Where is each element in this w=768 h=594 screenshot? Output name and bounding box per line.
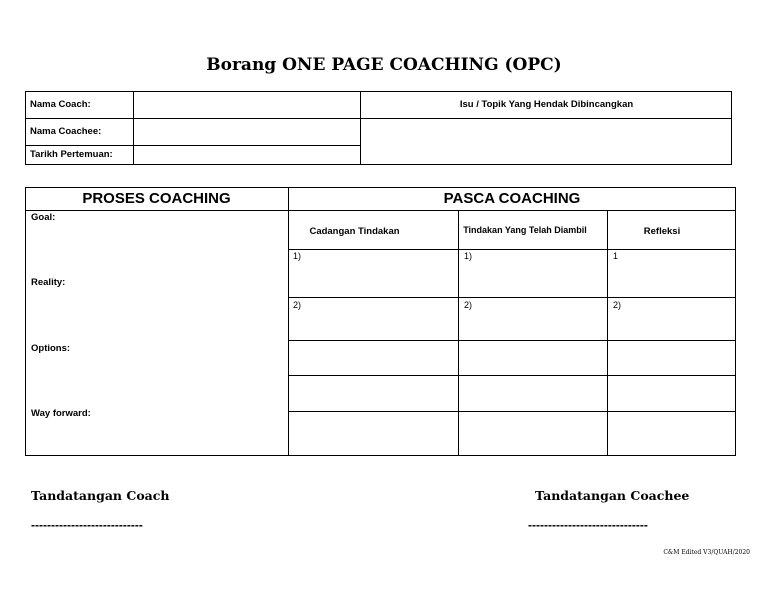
info-divider: [25, 118, 732, 119]
row1-cadangan: 1): [293, 251, 302, 261]
coach-name-label: Nama Coach:: [30, 99, 91, 110]
coachee-signature-label: Tandatangan Coachee: [535, 488, 690, 503]
step-options: Options:: [31, 343, 71, 354]
row2-refleksi: 2): [613, 300, 622, 310]
coach-name-field[interactable]: [135, 93, 358, 117]
step-way-forward: Way forward:: [31, 408, 91, 419]
footer-version: C&M Edited V3/QUAH/2020: [663, 549, 750, 556]
column-cadangan-tindakan: Cadangan Tindakan: [309, 226, 400, 237]
row2-tindakan: 2): [464, 300, 473, 310]
form-title: Borang ONE PAGE COACHING (OPC): [206, 55, 562, 75]
row1-tindakan: 1): [464, 251, 473, 261]
info-divider: [133, 91, 134, 165]
table-divider: [288, 411, 736, 412]
column-tindakan-diambil: Tindakan Yang Telah Diambil: [463, 225, 587, 235]
row1-refleksi: 1: [613, 251, 619, 261]
column-refleksi: Refleksi: [643, 226, 681, 237]
topic-label: Isu / Topik Yang Hendak Dibincangkan: [459, 99, 634, 110]
row2-cadangan: 2): [293, 300, 302, 310]
topic-field[interactable]: [362, 120, 730, 163]
table-divider: [288, 249, 736, 250]
table-divider: [25, 210, 736, 211]
proses-coaching-header: PROSES COACHING: [82, 190, 231, 207]
coachee-name-label: Nama Coachee:: [30, 126, 102, 137]
table-divider: [288, 375, 736, 376]
table-divider: [458, 210, 459, 456]
step-reality: Reality:: [31, 277, 66, 288]
coachee-name-field[interactable]: [135, 120, 358, 144]
step-goal: Goal:: [31, 212, 56, 223]
pasca-coaching-header: PASCA COACHING: [443, 190, 581, 207]
table-divider: [607, 210, 608, 456]
table-divider: [288, 340, 736, 341]
meeting-date-field[interactable]: [135, 147, 358, 163]
coachee-signature-line[interactable]: ------------------------------: [528, 518, 648, 532]
meeting-date-label: Tarikh Pertemuan:: [30, 149, 113, 160]
coach-signature-label: Tandatangan Coach: [31, 488, 170, 503]
info-divider: [25, 145, 361, 146]
table-divider: [288, 297, 736, 298]
coach-signature-line[interactable]: ----------------------------: [31, 518, 143, 532]
